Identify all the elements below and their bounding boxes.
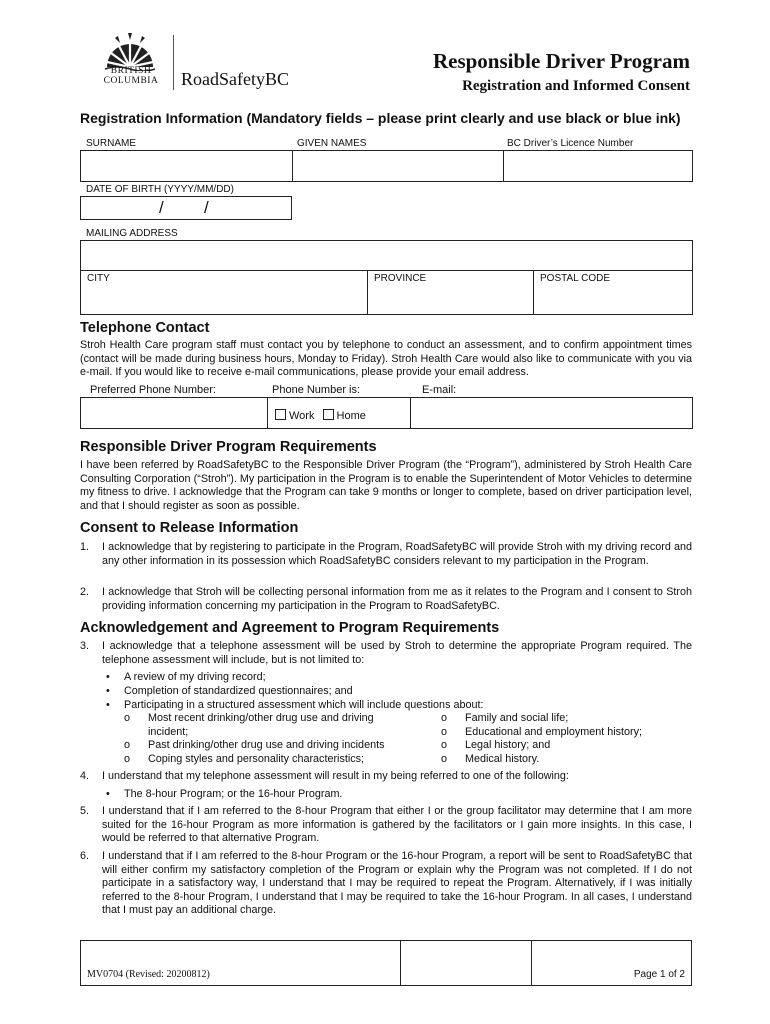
phone-type-label: Phone Number is:	[272, 384, 361, 396]
sub-marker: o	[441, 712, 448, 724]
logo-province-text	[91, 66, 171, 86]
document-title: Responsible Driver Program	[432, 49, 690, 73]
page-number: Page 1 of 2	[633, 969, 685, 980]
surname-label: SURNAME	[86, 138, 137, 149]
bullet-1: A review of my driving record;	[124, 671, 266, 683]
requirements-body: I have been referred by RoadSafetyBC to the Responsible Driver Program (the “Program”), administered by Stroh Health Care Consulting Corporation (“Stroh”). My participation in the Program is to enable the Superintendent of Motor Vehicles to determine my fitness to drive. I acknowledge that the Program can take 9 months or longer to complete, based on driver participation level, and that I should register as soon as possible.	[80, 459, 692, 512]
item-5-text: I understand that if I am referred to the 8-hour Program that either I or the group facilitator may determine that I am more suited for the 16-hour Program as more information is gathered by the facilitators or I gain more insights. In this case, I would be referred to that alternative Program.	[102, 805, 692, 844]
address-block	[80, 240, 693, 315]
mailing-address-field[interactable]	[81, 241, 692, 270]
preferred-phone-field[interactable]	[81, 398, 267, 428]
item-6-text: I understand that if I am referred to the 8-hour Program or the 16-hour Program, a report will be sent to RoadSafetyBC that will either confirm my satisfactory completion of the Program or explain why the Program was not completed. If I do not participate in a satisfactory way, I understand that I may be required to repeat the Program. Alternatively, if I was initially referred to the 8-hour Program, I understand that I may be required to take the 16-hour Program. In all cases, I understand that I must pay an additional charge.	[102, 850, 692, 916]
consent-item-1-number: 1.	[80, 541, 90, 553]
sub-right-2: Educational and employment history;	[465, 726, 643, 738]
sub-right-3: Legal history; and	[465, 739, 551, 751]
licence-label: BC Driver’s Licence Number	[507, 138, 634, 149]
item-6-number: 6.	[80, 850, 90, 862]
field-divider	[267, 398, 268, 428]
licence-number-field[interactable]	[504, 151, 692, 181]
sub-marker: o	[441, 726, 448, 738]
province-field[interactable]	[368, 271, 533, 314]
work-option-label: Work	[289, 410, 315, 422]
bullet-2: Completion of standardized questionnaires; and	[124, 685, 353, 697]
footer-box	[80, 940, 692, 986]
email-label: E-mail:	[422, 384, 457, 396]
acknowledgement-heading: Acknowledgement and Agreement to Program Requirements	[80, 620, 500, 636]
phone-row	[80, 397, 693, 429]
consent-item-2-text: I acknowledge that Stroh will be collecting personal information from me as it relates to the Program and I consent to Stroh providing information concerning my participation in the Program to RoadSafetyBC.	[102, 586, 692, 612]
consent-item-1-text: I acknowledge that by registering to participate in the Program, RoadSafetyBC will provide Stroh with my driving record and any other information in its possession which RoadSafetyBC considers relevant to my participation in the Program.	[102, 541, 692, 567]
sub-marker: o	[124, 712, 131, 724]
name-licence-row	[80, 150, 693, 182]
sub-right-1: Family and social life;	[465, 712, 569, 724]
home-option-label: Home	[336, 410, 366, 422]
city-label: CITY	[87, 273, 110, 284]
footer-divider	[531, 941, 532, 985]
telephone-heading: Telephone Contact	[80, 320, 210, 336]
province-label: PROVINCE	[374, 273, 427, 284]
sub-marker: o	[124, 753, 131, 765]
telephone-body: Stroh Health Care program staff must contact you by telephone to conduct an assessment, and to confirm appointment times (contact will be made during business hours, Monday to Friday). Stroh Health Care would also like to communicate with you via e-mail. If you would like to receive e-mail communications, please provide your email address.	[80, 339, 692, 378]
dob-label: DATE OF BIRTH (YYYY/MM/DD)	[86, 184, 234, 195]
postal-code-field[interactable]	[534, 271, 692, 314]
bullet-marker: •	[106, 699, 110, 711]
item-5-number: 5.	[80, 805, 90, 817]
sub-marker: o	[441, 753, 448, 765]
item-4-number: 4.	[80, 770, 90, 782]
logo-divider	[173, 35, 174, 90]
item-4-bullet: The 8-hour Program; or the 16-hour Program.	[124, 788, 343, 800]
dob-separator-1: /	[159, 198, 164, 217]
item-3-number: 3.	[80, 640, 90, 652]
postal-code-label: POSTAL CODE	[540, 273, 611, 284]
bc-sun-logo-icon	[103, 31, 157, 71]
dob-field[interactable]	[80, 196, 292, 220]
preferred-phone-label: Preferred Phone Number:	[90, 384, 216, 396]
consent-heading: Consent to Release Information	[80, 520, 299, 536]
bullet-3: Participating in a structured assessment which will include questions about:	[124, 699, 484, 711]
sub-marker: o	[441, 739, 448, 751]
consent-item-2-number: 2.	[80, 586, 90, 598]
form-id: MV0704 (Revised: 20200812)	[87, 969, 210, 980]
bullet-marker: •	[106, 671, 110, 683]
requirements-heading: Responsible Driver Program Requirements	[80, 439, 377, 455]
surname-field[interactable]	[81, 151, 292, 181]
given-names-label: GIVEN NAMES	[297, 138, 367, 149]
item-4-text: I understand that my telephone assessment will result in my being referred to one of the following:	[102, 770, 569, 782]
bullet-marker: •	[106, 788, 110, 800]
bullet-marker: •	[106, 685, 110, 697]
footer-divider	[400, 941, 401, 985]
given-names-field[interactable]	[293, 151, 503, 181]
mailing-address-label: MAILING ADDRESS	[86, 228, 178, 239]
dob-separator-2: /	[204, 198, 209, 217]
logo-province-line-1: BRITISH	[110, 66, 152, 76]
sub-left-2: Past drinking/other drug use and driving incidents	[148, 739, 385, 751]
home-checkbox[interactable]	[323, 409, 334, 420]
sub-left-3: Coping styles and personality characteristics;	[148, 753, 365, 765]
logo-province-line-2: COLUMBIA	[103, 76, 159, 86]
city-field[interactable]	[81, 271, 367, 314]
sub-right-4: Medical history.	[465, 753, 540, 765]
item-3-text: I acknowledge that a telephone assessment will be used by Stroh to determine the appropriate Program required. The telephone assessment will include, but is not limited to:	[102, 640, 692, 666]
sub-marker: o	[124, 739, 131, 751]
registration-heading: Registration Information (Mandatory fields – please print clearly and use black or blue ink)	[80, 110, 681, 126]
document-subtitle: Registration and Informed Consent	[462, 78, 690, 94]
email-field[interactable]	[411, 398, 692, 428]
logo-brand: RoadSafetyBC	[181, 69, 289, 89]
work-checkbox[interactable]	[275, 409, 286, 420]
phone-type-options	[275, 409, 366, 422]
sub-left-1: Most recent drinking/other drug use and driving incident;	[148, 712, 374, 738]
